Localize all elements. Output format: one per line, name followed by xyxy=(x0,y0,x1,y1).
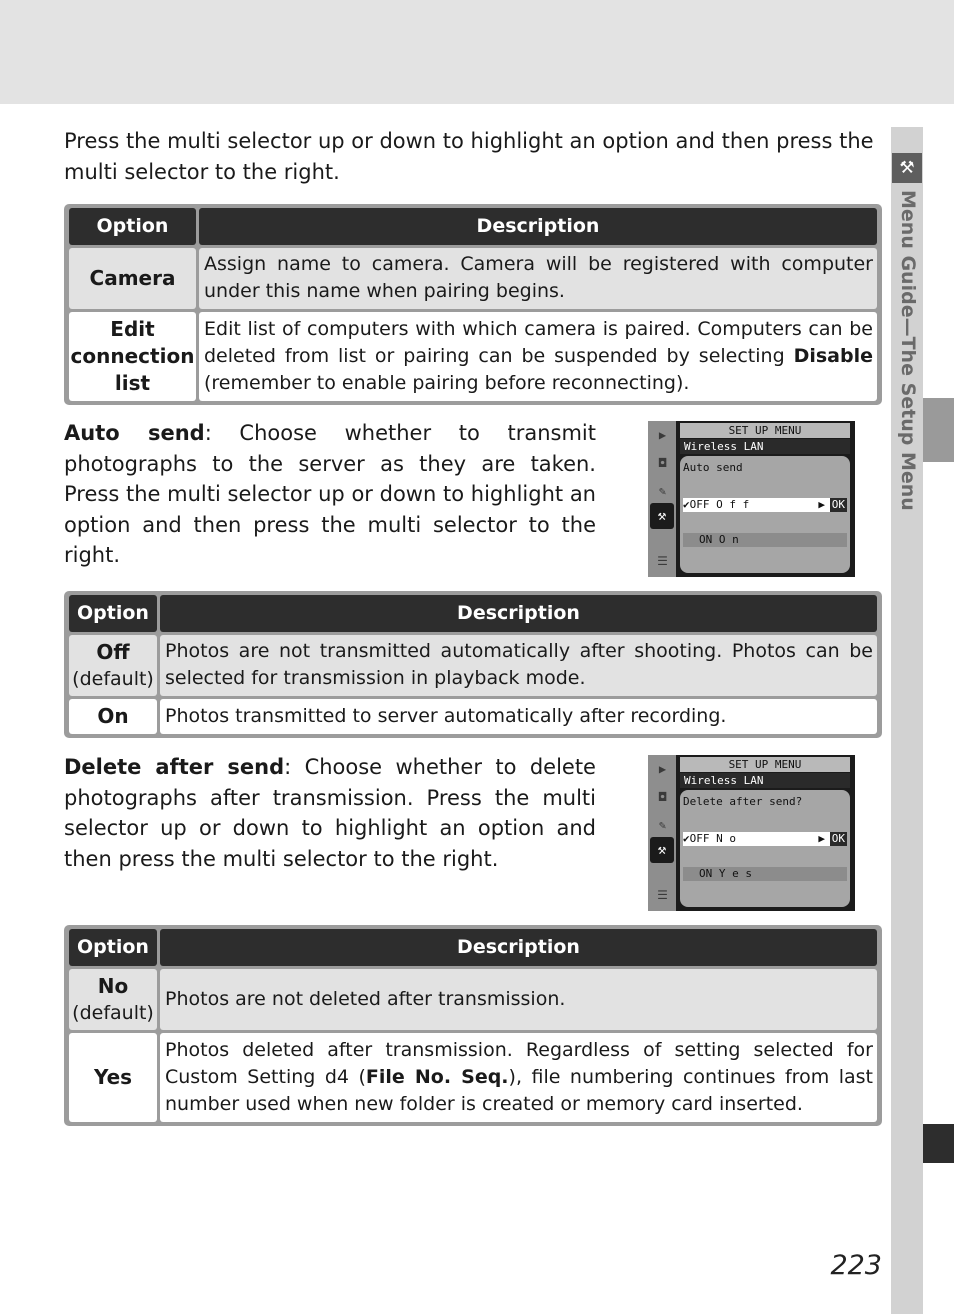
option-cell: Off (default) xyxy=(69,635,157,696)
table-header xyxy=(69,595,877,632)
option-cell: No (default) xyxy=(69,969,157,1030)
wrench-icon: ⚒ xyxy=(892,153,922,183)
lcd-screen xyxy=(676,755,855,911)
menu-icons xyxy=(648,755,676,911)
side-section-label: Menu Guide—The Setup Menu xyxy=(897,190,919,511)
header-description: Description xyxy=(160,929,877,966)
submenu-title: Wireless LAN xyxy=(680,439,850,454)
option-cell: Camera xyxy=(69,248,196,309)
camera-screen-auto-send xyxy=(648,421,855,577)
option-cell: Edit connection list xyxy=(69,312,196,401)
description-cell: Photos are not deleted after transmission. xyxy=(160,969,877,1030)
intro-paragraph: Press the multi selector up or down to highlight an option and then press the multi selector to the right. xyxy=(64,129,874,184)
table-row xyxy=(69,635,877,696)
arrow-right-icon: ▶ xyxy=(818,498,825,511)
arrow-right-icon: ▶ xyxy=(818,832,825,845)
description-cell: Photos transmitted to server automatically after recording. xyxy=(160,699,877,734)
description-cell: Assign name to camera. Camera will be registered with computer under this name when pairing begins. xyxy=(199,248,877,309)
table-header xyxy=(69,929,877,966)
recent-settings-icon: ☰ xyxy=(657,554,668,568)
header-option: Option xyxy=(69,595,157,632)
header-band xyxy=(0,0,954,104)
page-number: 223 xyxy=(830,1250,882,1281)
auto-send-paragraph: Auto send: Choose whether to transmit photographs to the server as they are taken. Press the multi selector up or down to highlight an option and then press the multi selector to the right. xyxy=(64,421,596,567)
description-cell: Photos deleted after transmission. Regardless of setting selected for Custom Setting d4 (File No. Seq.), file numbering continues from last number used when new folder is created or memory card inserted. xyxy=(160,1033,877,1122)
delete-after-send-paragraph: Delete after send: Choose whether to delete photographs after transmission. Press the multi selector up or down to highlight an option and then press the multi selector to the right. xyxy=(64,755,596,871)
camera-icon: ◘ xyxy=(658,456,667,470)
recent-settings-icon: ☰ xyxy=(657,888,668,902)
selected-option: ✔OFF N o ▶ OK xyxy=(683,832,845,845)
ok-badge: OK xyxy=(831,832,845,845)
other-option: ON O n xyxy=(683,533,847,547)
menu-icons xyxy=(648,421,676,577)
section-tab-marker xyxy=(923,1124,954,1163)
header-option: Option xyxy=(69,208,196,245)
header-description: Description xyxy=(199,208,877,245)
playback-icon: ▶ xyxy=(658,762,667,776)
wrench-icon: ⚒ xyxy=(650,837,674,863)
camera-screen-delete-after-send xyxy=(648,755,855,911)
options-table-wireless xyxy=(64,204,882,405)
description-cell: Edit list of computers with which camera is paired. Computers can be deleted from list or pairing can be suspended by selecting Disable (remember to enable pairing before reconnecting). xyxy=(199,312,877,401)
option-cell: Yes xyxy=(69,1033,157,1122)
camera-icon: ◘ xyxy=(658,790,667,804)
menu-title: SET UP MENU xyxy=(680,757,850,772)
panel-label: Delete after send? xyxy=(683,795,803,808)
panel-label: Auto send xyxy=(683,461,743,474)
table-row xyxy=(69,248,877,309)
options-table-delete-after-send xyxy=(64,925,882,1126)
other-option: ON Y e s xyxy=(683,867,847,881)
ok-badge: OK xyxy=(831,498,845,511)
header-option: Option xyxy=(69,929,157,966)
table-header xyxy=(69,208,877,245)
lcd-screen xyxy=(676,421,855,577)
option-cell: On xyxy=(69,699,157,734)
table-row xyxy=(69,969,877,1030)
table-row xyxy=(69,312,877,401)
selected-option: ✔OFF O f f ▶ OK xyxy=(683,498,845,511)
wrench-icon: ⚒ xyxy=(650,503,674,529)
playback-icon: ▶ xyxy=(658,428,667,442)
table-row xyxy=(69,1033,877,1122)
options-table-auto-send xyxy=(64,591,882,738)
submenu-title: Wireless LAN xyxy=(680,773,850,788)
menu-title: SET UP MENU xyxy=(680,423,850,438)
table-row xyxy=(69,699,877,734)
pencil-icon: ✎ xyxy=(658,484,667,498)
section-tab xyxy=(923,398,954,462)
description-cell: Photos are not transmitted automatically after shooting. Photos can be selected for transmission in playback mode. xyxy=(160,635,877,696)
options-panel xyxy=(680,790,850,907)
pencil-icon: ✎ xyxy=(658,818,667,832)
header-description: Description xyxy=(160,595,877,632)
options-panel xyxy=(680,456,850,573)
